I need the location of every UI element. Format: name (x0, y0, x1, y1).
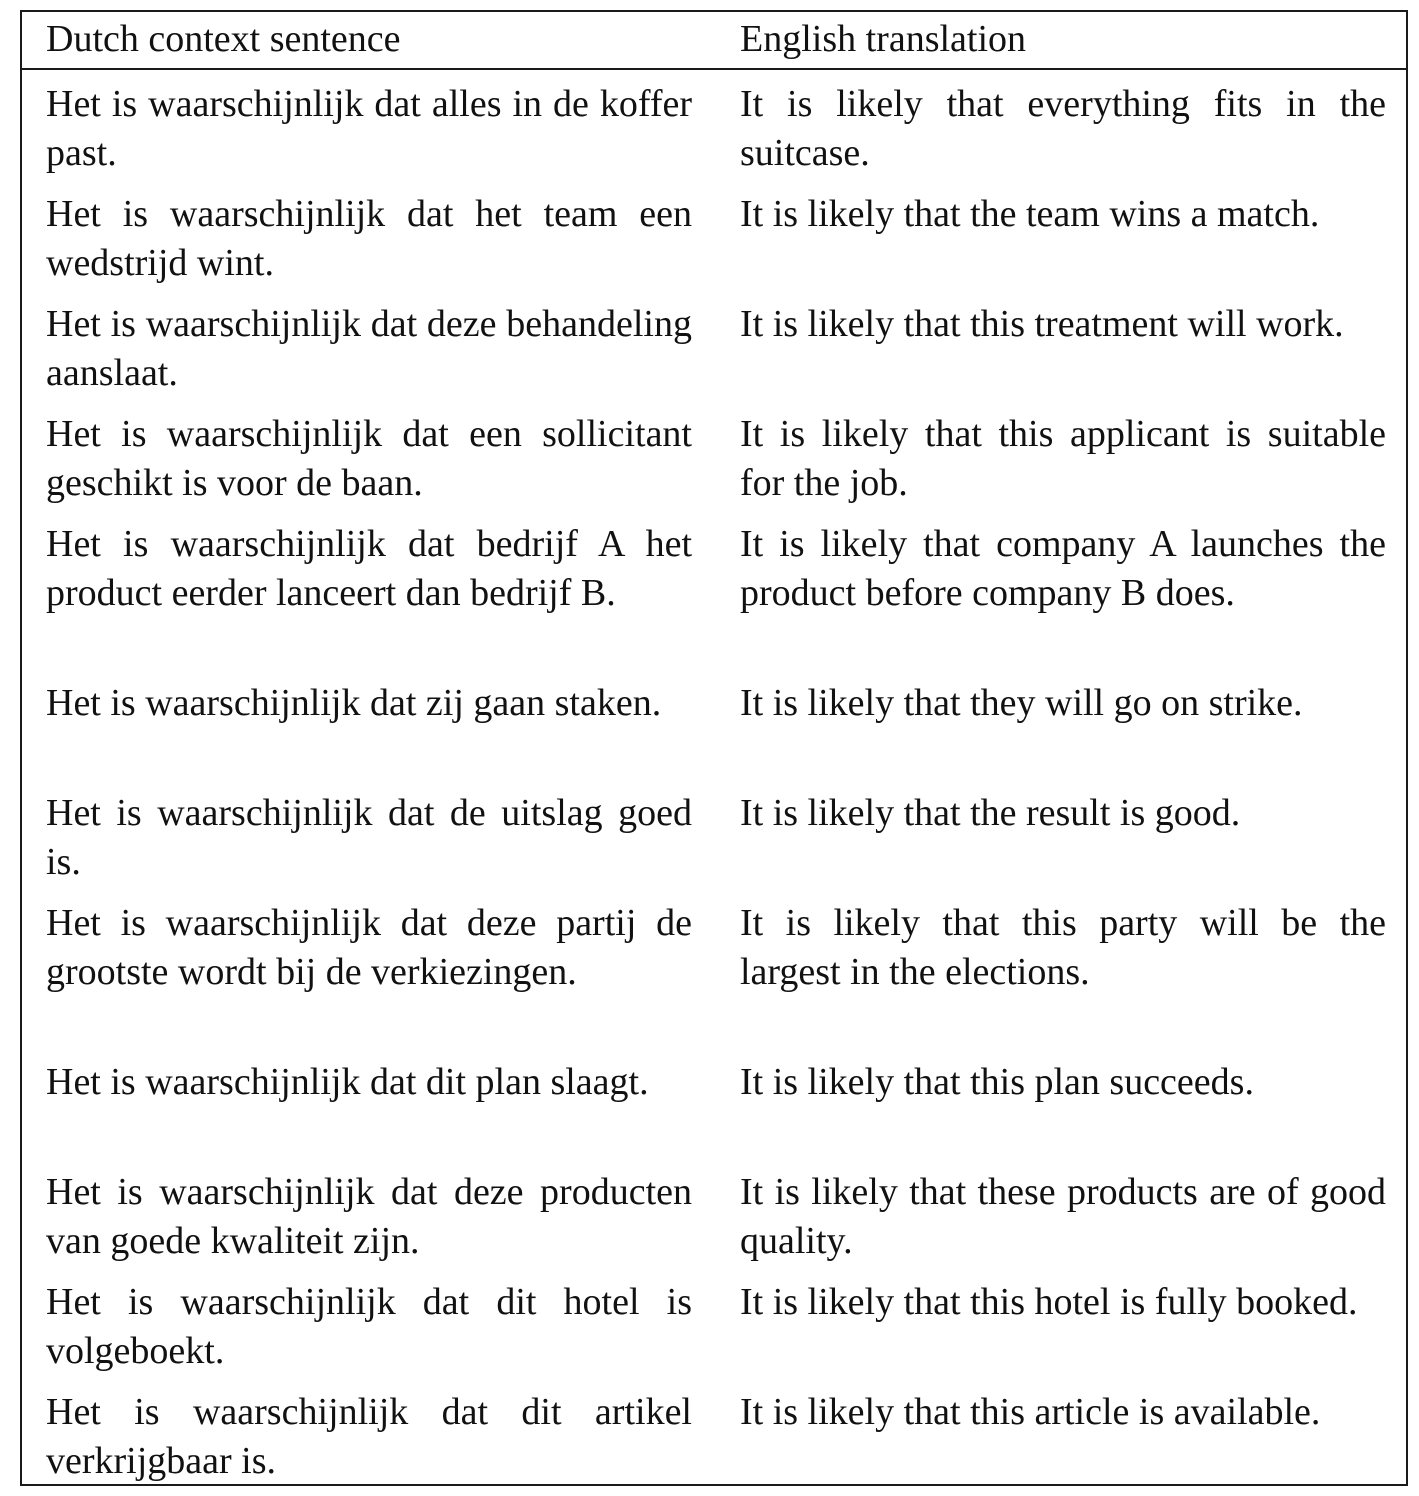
cell-dutch: Het is waarschijnlijk dat deze producten van goede kwaliteit zijn. (46, 1171, 692, 1262)
cell-dutch: Het is waarschijnlijk dat bedrijf A het product eerder lanceert dan bedrijf B. (46, 523, 692, 614)
cell-dutch: Het is waarschijnlijk dat deze behandeling aanslaat. (46, 303, 692, 394)
cell-dutch: Het is waarschijnlijk dat dit hotel is volgeboekt. (46, 1281, 692, 1372)
cell-dutch: Het is waarschijnlijk dat dit plan slaagt. (46, 1061, 649, 1103)
cell-english: It is likely that this applicant is suitable for the job. (740, 413, 1386, 504)
cell-dutch: Het is waarschijnlijk dat dit artikel verkrijgbaar is. (46, 1391, 692, 1482)
header-dutch: Dutch context sentence (46, 18, 401, 60)
cell-dutch: Het is waarschijnlijk dat zij gaan staken. (46, 682, 662, 724)
cell-english: It is likely that this article is available. (740, 1391, 1321, 1433)
cell-english: It is likely that the team wins a match. (740, 193, 1320, 235)
cell-english: It is likely that this treatment will work. (740, 303, 1344, 345)
cell-english: It is likely that company A launches the product before company B does. (740, 523, 1386, 614)
cell-english: It is likely that this hotel is fully booked. (740, 1281, 1358, 1323)
cell-english: It is likely that this party will be the largest in the elections. (740, 902, 1386, 993)
table-header-row (22, 12, 1406, 70)
cell-dutch: Het is waarschijnlijk dat de uitslag goed is. (46, 792, 692, 883)
cell-english: It is likely that the result is good. (740, 792, 1241, 834)
cell-dutch: Het is waarschijnlijk dat een sollicitant geschikt is voor de baan. (46, 413, 692, 504)
cell-dutch: Het is waarschijnlijk dat alles in de koffer past. (46, 83, 692, 174)
cell-english: It is likely that these products are of good quality. (740, 1171, 1386, 1262)
cell-english: It is likely that they will go on strike. (740, 682, 1303, 724)
header-english: English translation (740, 18, 1027, 60)
cell-english: It is likely that this plan succeeds. (740, 1061, 1254, 1103)
cell-dutch: Het is waarschijnlijk dat het team een wedstrijd wint. (46, 193, 692, 284)
translation-table (20, 10, 1408, 1486)
cell-english: It is likely that everything fits in the suitcase. (740, 83, 1386, 174)
cell-dutch: Het is waarschijnlijk dat deze partij de grootste wordt bij de verkiezingen. (46, 902, 692, 993)
